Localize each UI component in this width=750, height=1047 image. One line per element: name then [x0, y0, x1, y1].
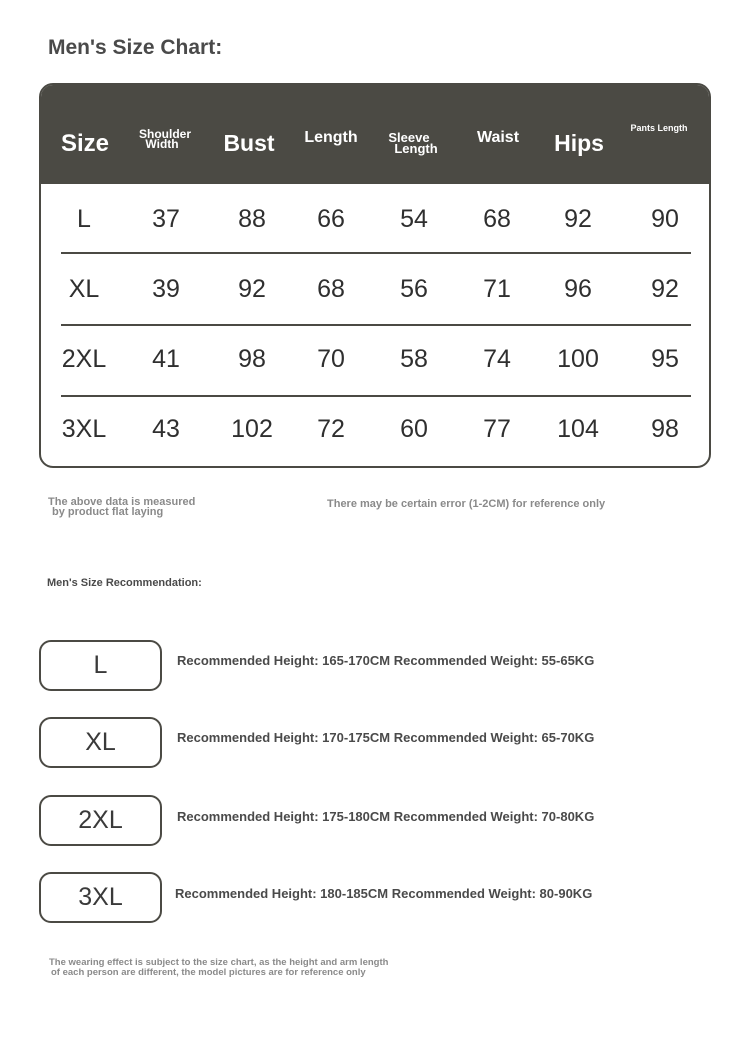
cell-waist: 77: [483, 415, 511, 443]
cell-bust: 102: [231, 415, 273, 443]
header-length: Length: [304, 129, 358, 146]
cell-length: 66: [317, 205, 345, 233]
cell-waist: 74: [483, 345, 511, 373]
header-pants-length: Pants Length: [630, 123, 688, 133]
cell-sleeve: 60: [400, 415, 428, 443]
cell-length: 68: [317, 275, 345, 303]
header-hips: Hips: [554, 130, 604, 156]
cell-shoulder: 43: [152, 415, 180, 443]
header-sleeve-length: [379, 132, 447, 154]
measurement-note-line1: The above data is measured: [48, 496, 196, 508]
cell-size: 3XL: [61, 415, 107, 443]
cell-pants: 92: [651, 275, 679, 303]
header-shoulder-line2: Width: [145, 137, 179, 151]
size-badge-3xl: 3XL: [39, 872, 162, 923]
cell-hips: 104: [557, 415, 599, 443]
cell-shoulder: 39: [152, 275, 180, 303]
cell-size: 2XL: [61, 345, 107, 373]
recommendation-title: Men's Size Recommendation:: [47, 577, 202, 589]
page-title: Men's Size Chart:: [48, 36, 223, 59]
recommendation-text: Recommended Height: 165-170CM Recommended Weight: 55-65KG: [177, 653, 595, 668]
cell-hips: 92: [564, 205, 592, 233]
cell-bust: 92: [238, 275, 266, 303]
cell-pants: 98: [651, 415, 679, 443]
size-badge-l: L: [39, 640, 162, 691]
table-row: [41, 184, 709, 254]
cell-bust: 88: [238, 205, 266, 233]
size-badge-2xl: 2XL: [39, 795, 162, 846]
cell-size: XL: [68, 275, 100, 303]
cell-sleeve: 58: [400, 345, 428, 373]
cell-hips: 100: [557, 345, 599, 373]
cell-size: L: [77, 205, 91, 233]
cell-waist: 68: [483, 205, 511, 233]
recommendation-text: Recommended Height: 170-175CM Recommended Weight: 65-70KG: [177, 730, 595, 745]
cell-shoulder: 37: [152, 205, 180, 233]
size-chart-table: [39, 83, 711, 468]
recommendation-text: Recommended Height: 175-180CM Recommended Weight: 70-80KG: [177, 809, 595, 824]
header-waist: Waist: [476, 129, 520, 146]
table-header: [41, 85, 709, 184]
header-sleeve-line1: Sleeve: [388, 130, 430, 145]
header-sleeve-line2: Length: [394, 141, 438, 156]
cell-waist: 71: [483, 275, 511, 303]
table-row: [41, 324, 709, 394]
cell-hips: 96: [564, 275, 592, 303]
error-note: There may be certain error (1-2CM) for reference only: [327, 498, 606, 510]
table-row: [41, 254, 709, 324]
header-bust: Bust: [223, 130, 275, 156]
cell-length: 70: [317, 345, 345, 373]
footer-line1: The wearing effect is subject to the size chart, as the height and arm length: [49, 957, 389, 968]
footer-line2: of each person are different, the model pictures are for reference only: [51, 967, 366, 978]
cell-sleeve: 56: [400, 275, 428, 303]
table-row: [41, 394, 709, 464]
cell-sleeve: 54: [400, 205, 428, 233]
cell-bust: 98: [238, 345, 266, 373]
measurement-note-line2: by product flat laying: [52, 506, 164, 518]
cell-pants: 90: [651, 205, 679, 233]
cell-pants: 95: [651, 345, 679, 373]
measurement-note: [48, 497, 195, 517]
cell-shoulder: 41: [152, 345, 180, 373]
header-size: Size: [60, 130, 110, 157]
cell-length: 72: [317, 415, 345, 443]
header-shoulder-line1: Shoulder: [138, 127, 191, 141]
header-shoulder-width: [134, 129, 196, 149]
size-badge-xl: XL: [39, 717, 162, 768]
footer-disclaimer: [49, 958, 388, 978]
recommendation-text: Recommended Height: 180-185CM Recommended Weight: 80-90KG: [175, 886, 593, 901]
